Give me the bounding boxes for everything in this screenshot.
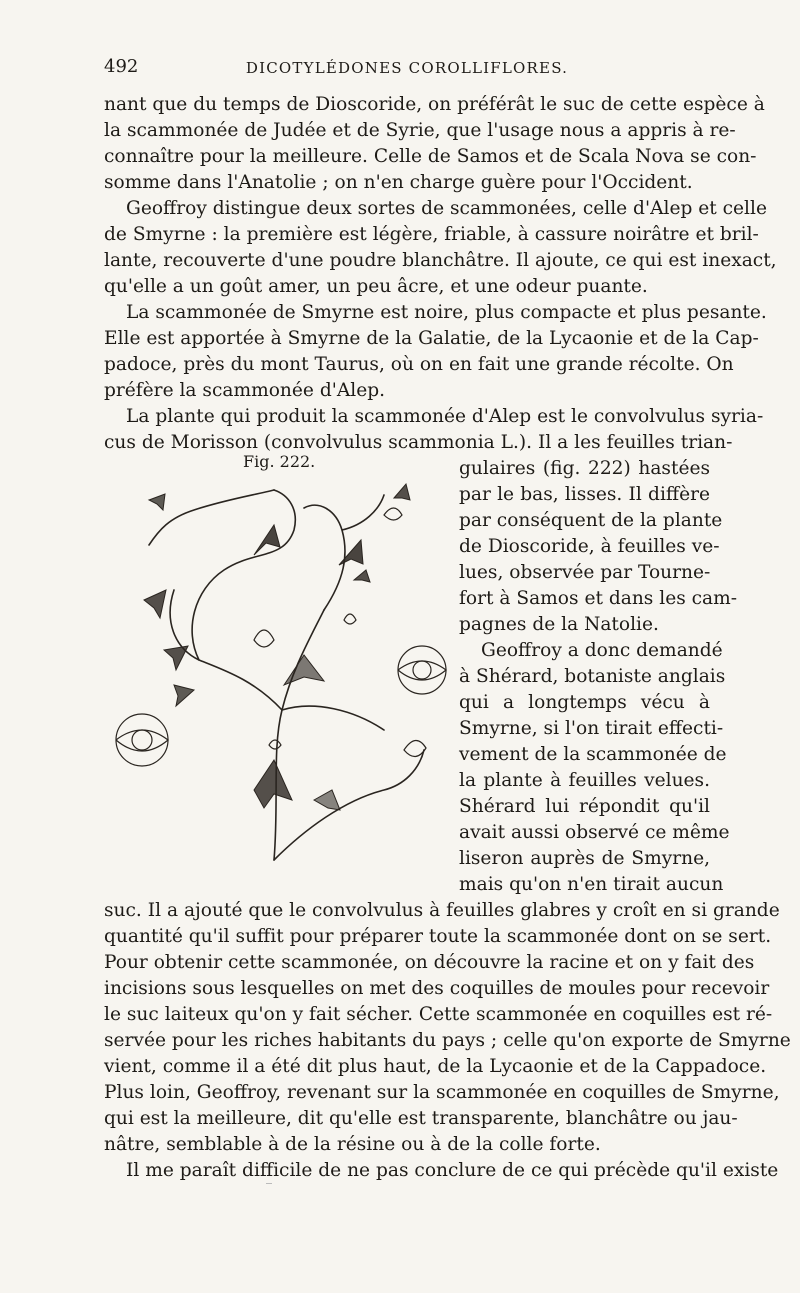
text-line: qu'elle a un goût amer, un peu âcre, et une odeur puante. [104, 276, 648, 297]
figure-caption: Fig. 222. [243, 452, 316, 471]
text-line: le suc laiteux qu'on y fait sécher. Cette scammonée en coquilles est ré- [104, 1004, 773, 1025]
page-number: 492 [104, 56, 139, 77]
text-line: Plus loin, Geoffroy, revenant sur la scammonée en coquilles de Smyrne, [104, 1082, 780, 1103]
text-line: incisions sous lesquelles on met des coquilles de moules pour recevoir [104, 978, 770, 999]
text-line: fort à Samos et dans les cam- [459, 588, 738, 609]
text-line: cus de Morisson (convolvulus scammonia L.). Il a les feuilles trian- [104, 432, 733, 453]
text-line: à Shérard, botaniste anglais [459, 666, 726, 687]
text-line: Il me paraît difficile de ne pas conclure de ce qui précède qu'il existe [126, 1160, 779, 1181]
text-line: vient, comme il a été dit plus haut, de la Lycaonie et de la Cappadoce. [104, 1056, 767, 1077]
text-line: La scammonée de Smyrne est noire, plus compacte et plus pesante. [126, 302, 767, 323]
text-line: gulaires (fig. 222) hastées [459, 458, 710, 479]
text-line: Geoffroy a donc demandé [481, 640, 723, 661]
text-line: Pour obtenir cette scammonée, on découvre la racine et on y fait des [104, 952, 755, 973]
text-line: pagnes de la Natolie. [459, 614, 659, 635]
text-line: nant que du temps de Dioscoride, on préférât le suc de cette espèce à [104, 94, 765, 115]
text-line: de Smyrne : la première est légère, friable, à cassure noirâtre et bril- [104, 224, 759, 245]
text-line: qui a longtemps vécu à [459, 692, 710, 713]
text-line: vement de la scammonée de [459, 744, 727, 765]
convolvulus-illustration [104, 470, 452, 865]
text-line: par le bas, lisses. Il diffère [459, 484, 710, 505]
text-line: servée pour les riches habitants du pays ; celle qu'on exporte de Smyrne [104, 1030, 791, 1051]
text-line: quantité qu'il suffit pour préparer toute la scammonée dont on se sert. [104, 926, 772, 947]
text-line: lante, recouverte d'une poudre blanchâtre. Il ajoute, ce qui est inexact, [104, 250, 777, 271]
text-line: Geoffroy distingue deux sortes de scammonées, celle d'Alep et celle [126, 198, 767, 219]
text-line: nâtre, semblable à de la résine ou à de la colle forte. [104, 1134, 601, 1155]
text-line: mais qu'on n'en tirait aucun [459, 874, 724, 895]
page-mark [266, 1183, 272, 1184]
text-line: La plante qui produit la scammonée d'Alep est le convolvulus syria- [126, 406, 764, 427]
text-line: avait aussi observé ce même [459, 822, 730, 843]
text-line: padoce, près du mont Taurus, où on en fait une grande récolte. On [104, 354, 734, 375]
text-line: qui est la meilleure, dit qu'elle est transparente, blanchâtre ou jau- [104, 1108, 738, 1129]
text-line: suc. Il a ajouté que le convolvulus à feuilles glabres y croît en si grande [104, 900, 780, 921]
text-line: par conséquent de la plante [459, 510, 723, 531]
text-line: de Dioscoride, à feuilles ve- [459, 536, 720, 557]
text-line: préfère la scammonée d'Alep. [104, 380, 386, 401]
text-line: lues, observée par Tourne- [459, 562, 711, 583]
text-line: somme dans l'Anatolie ; on n'en charge guère pour l'Occident. [104, 172, 693, 193]
text-line: connaître pour la meilleure. Celle de Samos et de Scala Nova se con- [104, 146, 757, 167]
text-line: la scammonée de Judée et de Syrie, que l'usage nous a appris à re- [104, 120, 736, 141]
text-line: Elle est apportée à Smyrne de la Galatie, de la Lycaonie et de la Cap- [104, 328, 759, 349]
text-line: la plante à feuilles velues. [459, 770, 710, 791]
text-line: Smyrne, si l'on tirait effecti- [459, 718, 724, 739]
page-header [104, 56, 710, 80]
running-head: DICOTYLÉDONES COROLLIFLORES. [245, 59, 569, 77]
text-line: liseron auprès de Smyrne, [459, 848, 710, 869]
text-line: Shérard lui répondit qu'il [459, 796, 710, 817]
